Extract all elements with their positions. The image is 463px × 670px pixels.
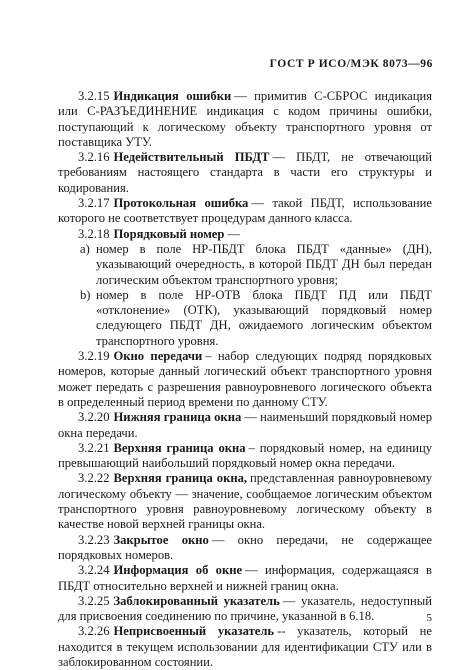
definition-3-2-19	[58, 349, 432, 410]
term: Окно передачи	[113, 349, 203, 364]
term: Нижняя граница окна	[113, 410, 242, 425]
definition-3-2-26	[58, 624, 432, 670]
clause-number: 3.2.23	[78, 532, 110, 547]
clause-number: 3.2.26	[78, 624, 110, 639]
term: Верхняя граница окна,	[113, 471, 248, 486]
term: Неприсвоенный указатель	[113, 624, 275, 639]
definition-text: – порядковый номер, на единицу превышающий наибольший порядковый номер окна передачи.	[58, 440, 432, 471]
definition-text: представленная равноуровневому логическому объекту — значение, сообщаемое логическим объектом транспортного уровня равноуровневому логическому объекту в качестве новой верхней границы окна.	[58, 471, 433, 532]
definition-3-2-21	[58, 441, 432, 472]
definition-text: —	[227, 226, 240, 241]
standard-header: ГОСТ Р ИСО/МЭК 8073—96	[269, 58, 433, 70]
definition-3-2-25	[58, 594, 432, 625]
definition-3-2-15	[58, 89, 432, 150]
list-item-a	[58, 242, 432, 288]
clause-number: 3.2.17	[78, 196, 110, 211]
list-item-text: номер в поле НР-ОТВ блока ПБДТ ПД или ПБДТ «отклонение» (ОТК), указывающий порядковый номер следующего ПБДТ ДН, ожидаемого логическим объектом транспортного уровня.	[96, 287, 432, 348]
term: Заблокированный указатель	[113, 593, 280, 608]
definition-text: — указатель, недоступный для присвоения соединению по причине, указанной в 6.18.	[58, 593, 432, 624]
document-body	[58, 89, 432, 670]
clause-number: 3.2.20	[78, 410, 110, 425]
definition-text: — окно передачи, не содержащее порядковых номеров.	[58, 532, 433, 562]
term: Протокольная ошибка	[113, 196, 249, 211]
clause-number: 3.2.19	[78, 349, 110, 364]
definition-3-2-24	[58, 563, 432, 594]
term: Недействительный ПБДТ	[113, 150, 270, 165]
definition-3-2-22	[58, 471, 432, 532]
definition-text: — примитив С-СБРОС индикация или С-РАЗЪЕДИНЕНИЕ индикация с кодом причины ошибки, поступающий к логическому объекту транспортного уровня от поставщика УТУ.	[58, 89, 432, 149]
definition-text: — такой ПБДТ, использование которого не соответствует процедурам данного класса.	[58, 196, 432, 226]
definition-text: – набор следующих подряд порядковых номеров, которые данный логический объект транспортного уровня может передать с разрешения равноуровневого логического объекта в определенный период времени по данному СТУ.	[58, 349, 432, 409]
term: Закрытое окно	[113, 532, 209, 547]
definition-3-2-20	[58, 410, 432, 441]
definition-3-2-17	[58, 196, 432, 227]
definition-text: — информация, содержащаяся в ПБДТ относительно верхней и нижней границ окна.	[58, 563, 432, 593]
term: Информация об окне	[113, 563, 243, 578]
definition-text: — ПБДТ, не отвечающий требованиям настоящего стандарта в части его структуры и кодирования.	[58, 150, 432, 195]
list-marker: b)	[80, 287, 91, 302]
clause-number: 3.2.24	[78, 563, 110, 578]
list-item-text: номер в поле НР-ПБДТ блока ПБДТ «данные» (ДН), указывающий очередность, в которой ПБДТ ДН был передан логическим объектом транспортного уровня;	[96, 241, 432, 287]
clause-number: 3.2.21	[78, 440, 110, 455]
definition-text: -- указатель, который не находится в текущем использовании для идентификации СТУ или в заблокированном состоянии.	[58, 624, 432, 669]
clause-number: 3.2.15	[78, 89, 110, 103]
term: Верхняя граница окна	[113, 440, 246, 455]
clause-number: 3.2.18	[78, 226, 110, 241]
definition-text: — наименьший порядковый номер окна передачи.	[58, 410, 432, 440]
clause-number: 3.2.16	[78, 150, 110, 165]
definition-3-2-18	[58, 227, 432, 242]
definition-3-2-23	[58, 533, 432, 564]
term: Индикация ошибки	[113, 89, 232, 103]
clause-number: 3.2.22	[78, 471, 110, 486]
list-marker: а)	[80, 241, 90, 256]
page-number: 5	[426, 612, 432, 624]
clause-number: 3.2.25	[78, 593, 110, 608]
definition-3-2-16	[58, 150, 432, 196]
term: Порядковый номер	[113, 226, 225, 241]
list-item-b	[58, 288, 432, 349]
